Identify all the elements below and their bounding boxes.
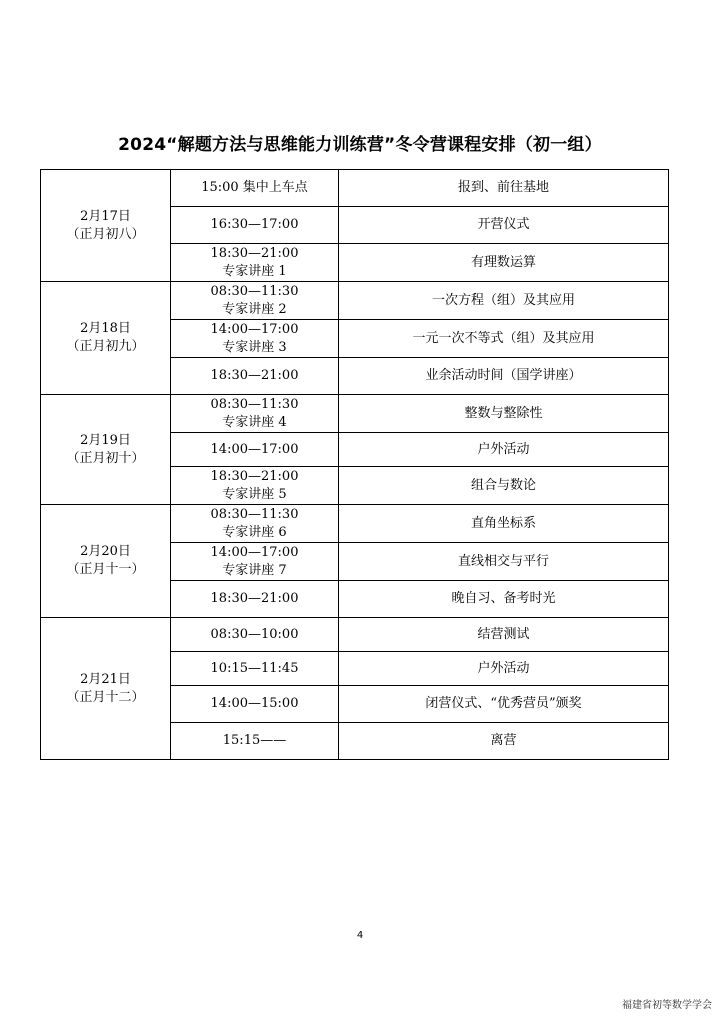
time: 10:15—11:45 [210,660,299,676]
time-cell [171,358,339,395]
time-cell [171,581,339,618]
activity-cell: 晚自习、备考时光 [339,581,669,618]
time-cell [171,723,339,760]
activity-cell: 报到、前往基地 [339,170,669,207]
activity-cell: 有理数运算 [339,244,669,282]
time-cell [171,433,339,467]
time-cell [171,244,339,282]
lecture-note: 专家讲座 6 [222,524,287,540]
lecture-note: 专家讲座 7 [222,562,287,578]
time: 14:00—17:00 [210,321,299,337]
activity-cell: 组合与数论 [339,467,669,505]
activity-cell: 一元一次不等式（组）及其应用 [339,320,669,358]
activity-cell: 业余活动时间（国学讲座） [339,358,669,395]
time-cell [171,170,339,207]
activity-cell: 整数与整除性 [339,395,669,433]
time-cell [171,543,339,581]
page-title: 2024“解题方法与思维能力训练营”冬令营课程安排（初一组） [118,135,602,155]
schedule-table [40,169,669,760]
table-row [41,395,669,433]
date-cell [41,395,171,505]
time-cell [171,282,339,320]
footer-organization: 福建省初等数学学会 [622,1000,712,1011]
time: 15:00 集中上车点 [201,180,308,195]
date-cell [41,282,171,395]
table-row [41,170,669,207]
time-cell [171,652,339,686]
page-number: 4 [356,930,364,941]
lecture-note: 专家讲座 1 [222,263,287,279]
lecture-note: 专家讲座 2 [222,301,287,317]
time: 16:30—17:00 [210,217,299,232]
lunar-date: （正月初十） [66,450,145,466]
activity-cell: 开营仪式 [339,207,669,244]
table-row [41,618,669,652]
table-row [41,282,669,320]
time: 14:00—17:00 [210,441,299,457]
time: 08:30—11:30 [210,283,299,299]
activity-cell: 离营 [339,723,669,760]
date: 2月20日 [80,544,131,559]
table-row [41,505,669,543]
time: 08:30—10:00 [210,626,299,642]
activity-cell: 直角坐标系 [339,505,669,543]
activity-cell: 闭营仪式、“优秀营员”颁奖 [339,686,669,723]
time-cell [171,618,339,652]
time: 18:30—21:00 [210,591,299,606]
date: 2月18日 [80,321,131,336]
date: 2月21日 [80,671,131,687]
activity-cell: 一次方程（组）及其应用 [339,282,669,320]
time-cell [171,686,339,723]
activity-cell: 户外活动 [339,433,669,467]
lunar-date: （正月十二） [66,689,145,705]
time-cell [171,467,339,505]
lunar-date: （正月初九） [66,339,145,354]
lunar-date: （正月初八） [66,226,145,242]
time-cell [171,395,339,433]
time: 08:30—11:30 [210,506,299,522]
time: 14:00—17:00 [210,544,299,560]
activity-cell: 直线相交与平行 [339,543,669,581]
time: 18:30—21:00 [210,245,299,261]
time: 08:30—11:30 [210,396,299,412]
lunar-date: （正月十一） [66,562,145,577]
time: 14:00—15:00 [210,696,299,711]
lecture-note: 专家讲座 3 [222,339,287,355]
time: 15:15—— [222,733,287,748]
activity-cell: 结营测试 [339,618,669,652]
time: 18:30—21:00 [210,368,299,383]
date: 2月19日 [80,432,131,448]
date-cell [41,618,171,760]
time-cell [171,207,339,244]
time: 18:30—21:00 [210,468,299,484]
date: 2月17日 [80,208,131,224]
time-cell [171,320,339,358]
date-cell [41,170,171,282]
time-cell [171,505,339,543]
lecture-note: 专家讲座 4 [222,414,287,430]
date-cell [41,505,171,618]
lecture-note: 专家讲座 5 [222,486,287,502]
activity-cell: 户外活动 [339,652,669,686]
